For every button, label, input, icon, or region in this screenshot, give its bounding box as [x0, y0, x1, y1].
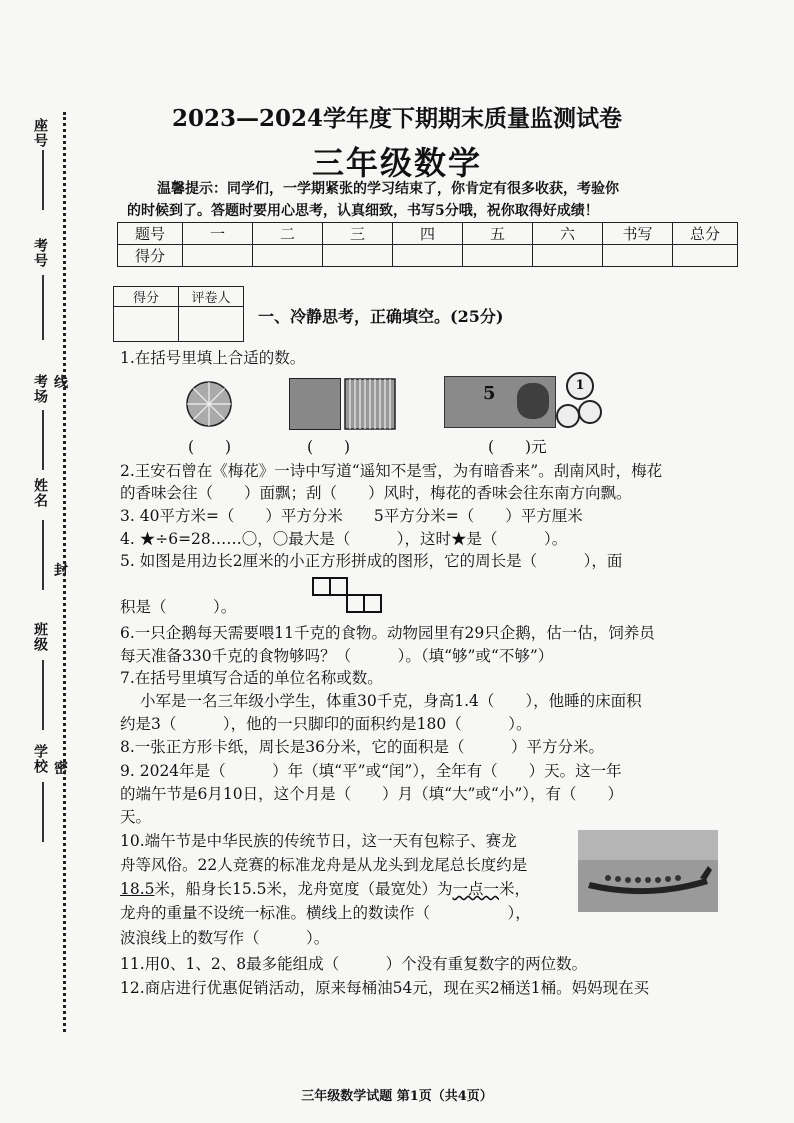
- question-10-line-1: 10.端午节是中华民族的传统节日，这一天有包粽子、赛龙: [120, 832, 517, 850]
- score-table: [117, 222, 738, 267]
- grader-score-cell[interactable]: [114, 307, 179, 342]
- binding-dotted-line: [63, 112, 66, 1032]
- portrait-icon: [517, 383, 549, 419]
- coin-icon: [578, 400, 602, 424]
- seat-no-label: 座号: [32, 118, 48, 148]
- score-cell[interactable]: [253, 245, 323, 267]
- question-10-line-2: 舟等风俗。22人竞赛的标准龙舟是从龙头到龙尾总长度约是: [120, 856, 528, 874]
- exam-title: 2023—2024学年度下期期末质量监测试卷: [171, 105, 623, 132]
- question-8: 8.一张正方形卡纸，周长是36分米，它的面积是（ ）平方分米。: [120, 738, 605, 756]
- name-line: [42, 520, 44, 590]
- question-10-line-3-text: 米，船身长15.5米，龙舟宽度（最宽处）为: [154, 880, 453, 898]
- exam-no-label: 考号: [32, 238, 48, 268]
- question-3: 3. 40平方米=（ ）平方分米 5平方分米=（ ）平方厘米: [120, 507, 583, 525]
- question-9-line-2: 的端午节是6月10日，这个月是（ ）月（填“大”或“小”），有（ ）: [120, 785, 624, 803]
- score-table-col: 总分: [673, 223, 738, 245]
- banknote-digit: 5: [483, 383, 496, 404]
- banknote-figure: [444, 376, 556, 428]
- fraction-circle-figure: [185, 380, 233, 428]
- question-1: 1.在括号里填上合适的数。: [120, 349, 306, 367]
- underlined-number: 18.5: [120, 880, 155, 898]
- coin-icon: 1: [566, 372, 594, 400]
- tips-line-2: 的时候到了。答题时要用心思考，认真细致，书写5分哦，祝你取得好成绩！: [127, 203, 599, 219]
- question-6-line-2: 每天准备330千克的食物够吗？（ ）。（填“够”或“不够”）: [120, 647, 554, 665]
- score-cell[interactable]: [673, 245, 738, 267]
- question-10-line-3: [120, 878, 580, 900]
- seal-char-secret: 密: [54, 761, 68, 777]
- score-table-row-label: 得分: [118, 245, 183, 267]
- score-table-col: 二: [253, 223, 323, 245]
- question-11: 11.用0、1、2、8最多能组成（ ）个没有重复数字的两位数。: [120, 955, 588, 973]
- question-9-line-3: 天。: [120, 808, 152, 826]
- exam-no-line: [42, 275, 44, 340]
- question-12: 12.商店进行优惠促销活动，原来每桶油54元，现在买2桶送1桶。妈妈现在买: [120, 979, 650, 997]
- coin-icon: [556, 404, 580, 428]
- class-label: 班级: [32, 622, 48, 652]
- score-table-col: 书写: [603, 223, 673, 245]
- seal-char-seal: 封: [54, 563, 68, 579]
- score-table-col: 四: [393, 223, 463, 245]
- tips-line-1: 温馨提示：同学们，一学期紧张的学习结束了，你肯定有很多收获，考验你: [157, 181, 619, 197]
- score-table-col: 五: [463, 223, 533, 245]
- question-7-line-1: 7.在括号里填写合适的单位名称或数。: [120, 669, 383, 687]
- question-2-line-1: 2.王安石曾在《梅花》一诗中写道“遥知不是雪，为有暗香来”。刮南风时，梅花: [120, 462, 663, 480]
- wavy-underlined-number: 一点一: [452, 880, 500, 898]
- exam-room-line: [42, 410, 44, 470]
- score-table-col: 一: [183, 223, 253, 245]
- question-10-line-5: 波浪线上的数写作（ ）。: [120, 929, 330, 947]
- question-7-line-2: 小军是一名三年级小学生，体重30千克，身高1.4（ ），他睡的床面积: [140, 692, 642, 710]
- page-footer: 三年级数学试题 第1页（共4页）: [301, 1089, 493, 1104]
- question-4: 4. ★÷6=28……〇，〇最大是（ ），这时★是（ ）。: [120, 530, 568, 548]
- question-10-line-4: 龙舟的重量不设统一标准。横线上的数读作（ ），: [120, 904, 531, 922]
- score-cell[interactable]: [393, 245, 463, 267]
- q1-blank-b[interactable]: ( ): [307, 438, 351, 456]
- school-line: [42, 782, 44, 842]
- tips: [127, 178, 727, 222]
- class-line: [42, 660, 44, 730]
- score-table-row-label: 题号: [118, 223, 183, 245]
- question-5-line-1: 5. 如图是用边长2厘米的小正方形拼成的图形，它的周长是（ ），面: [120, 552, 623, 570]
- striped-square-figure: [344, 378, 396, 430]
- grader-table: [113, 286, 244, 342]
- question-7-line-3: 约是3（ ），他的一只脚印的面积约是180（ ）。: [120, 715, 532, 733]
- school-label: 学校: [32, 744, 48, 774]
- grader-score-label: 得分: [114, 287, 179, 307]
- question-9-line-1: 9. 2024年是（ ）年（填“平”或“闰”），全年有（ ）天。这一年: [120, 762, 622, 780]
- hundred-square-figure: [289, 378, 341, 430]
- name-label: 姓名: [32, 478, 48, 508]
- question-2-line-2: 的香味会往（ ）面飘；刮（ ）风时，梅花的香味会往东南方向飘。: [120, 484, 632, 502]
- score-table-col: 三: [323, 223, 393, 245]
- score-cell[interactable]: [463, 245, 533, 267]
- exam-subtitle: 三年级数学: [311, 144, 482, 182]
- seal-char-line: 线: [54, 375, 68, 391]
- q1-blank-a[interactable]: ( ): [188, 438, 232, 456]
- question-10-line-3-end: 米，: [499, 880, 531, 898]
- score-table-col: 六: [533, 223, 603, 245]
- grader-name-label: 评卷人: [179, 287, 244, 307]
- dragon-boat-photo: [578, 830, 718, 912]
- score-cell[interactable]: [533, 245, 603, 267]
- q1-blank-c[interactable]: ( )元: [488, 438, 547, 456]
- score-cell[interactable]: [603, 245, 673, 267]
- question-6-line-1: 6.一只企鹅每天需要喂11千克的食物。动物园里有29只企鹅，估一估，饲养员: [120, 624, 655, 642]
- question-5-line-2: 积是（ ）。: [120, 598, 237, 616]
- score-cell[interactable]: [323, 245, 393, 267]
- grader-name-cell[interactable]: [179, 307, 244, 342]
- exam-room-label: 考场: [32, 374, 48, 404]
- score-table-header-row: [118, 223, 738, 245]
- score-table-score-row: [118, 245, 738, 267]
- section-1-title: 一、冷静思考，正确填空。(25分): [258, 307, 504, 326]
- score-cell[interactable]: [183, 245, 253, 267]
